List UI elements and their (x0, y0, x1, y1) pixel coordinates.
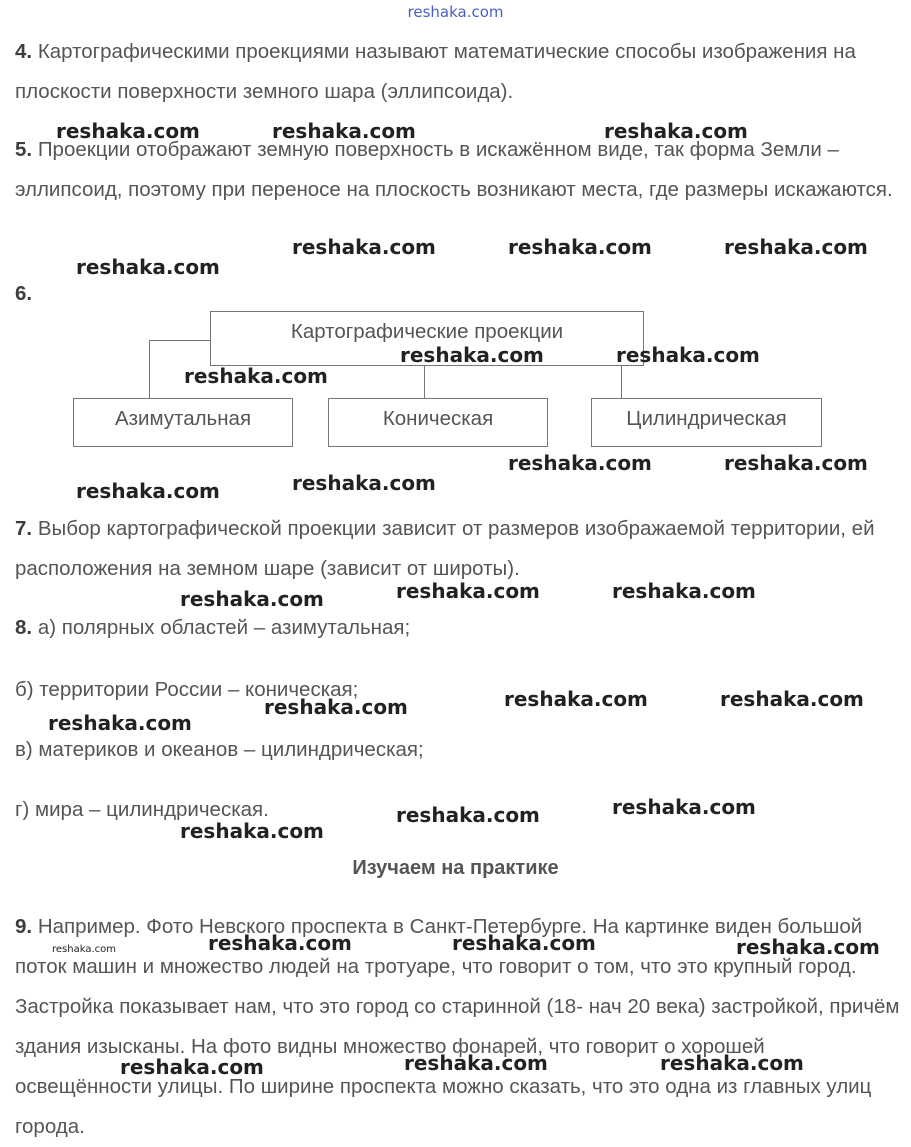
list-item: а) полярных областей – азимутальная; (37, 616, 411, 639)
site-header-watermark: reshaka.com (407, 3, 504, 21)
answer-number: 5. (15, 138, 33, 161)
connector-line (149, 340, 210, 341)
answer-8-item (15, 736, 424, 764)
answer-number: 6. (15, 282, 33, 305)
answer-7 (15, 509, 905, 589)
list-item: б) территории России – коническая; (15, 678, 359, 701)
diagram-child-azimuthal (73, 398, 293, 447)
answer-8-item (15, 614, 410, 642)
diagram-child-label: Азимутальная (114, 407, 252, 430)
watermark: reshaka.com (452, 931, 596, 955)
watermark: reshaka.com (292, 235, 436, 259)
answer-number: 4. (15, 40, 33, 63)
watermark-small: reshaka.com (52, 944, 116, 955)
watermark: reshaka.com (396, 803, 540, 827)
answer-6 (15, 280, 32, 308)
watermark: reshaka.com (396, 579, 540, 603)
diagram-root-label: Картографические проекции (290, 320, 564, 343)
answer-text: Картографическими проекциями называют математические способы изображения на плоскости поверхности земного шара (эллипсоида). (15, 40, 856, 103)
watermark: reshaka.com (404, 1051, 548, 1075)
answer-number: 8. (15, 616, 33, 639)
watermark: reshaka.com (616, 343, 760, 367)
connector-line (149, 340, 150, 399)
answer-number: 9. (15, 915, 33, 938)
watermark: reshaka.com (120, 1055, 264, 1079)
watermark: reshaka.com (272, 119, 416, 143)
watermark: reshaka.com (504, 687, 648, 711)
watermark: reshaka.com (180, 587, 324, 611)
watermark: reshaka.com (76, 255, 220, 279)
answer-number: 7. (15, 517, 33, 540)
watermark: reshaka.com (264, 695, 408, 719)
answer-text: Проекции отображают земную поверхность в искажённом виде, так форма Земли – эллипсоид, поэтому при переносе на плоскость возникают места, где размеры искажаются. (15, 138, 893, 201)
watermark: reshaka.com (724, 235, 868, 259)
connector-line (424, 365, 425, 399)
connector-line (621, 365, 622, 399)
watermark: reshaka.com (56, 119, 200, 143)
watermark: reshaka.com (720, 687, 864, 711)
answer-text: Выбор картографической проекции зависит от размеров изображаемой территории, ей расположения на земном шаре (зависит от широты). (15, 517, 875, 580)
list-item: в) материков и океанов – цилиндрическая; (15, 738, 424, 761)
watermark: reshaka.com (292, 471, 436, 495)
watermark: reshaka.com (612, 579, 756, 603)
watermark: reshaka.com (612, 795, 756, 819)
section-heading: Изучаем на практике (352, 857, 559, 879)
list-item: г) мира – цилиндрическая. (15, 798, 269, 821)
watermark: reshaka.com (724, 451, 868, 475)
watermark: reshaka.com (736, 935, 880, 959)
diagram-child-label: Цилиндрическая (626, 407, 787, 430)
watermark: reshaka.com (208, 931, 352, 955)
watermark: reshaka.com (660, 1051, 804, 1075)
diagram-child-conic (328, 398, 548, 447)
diagram-child-cylindrical (591, 398, 822, 447)
diagram-child-label: Коническая (382, 407, 494, 430)
watermark: reshaka.com (184, 364, 328, 388)
watermark: reshaka.com (76, 479, 220, 503)
watermark: reshaka.com (400, 343, 544, 367)
answer-4 (15, 32, 905, 112)
watermark: reshaka.com (48, 711, 192, 735)
answer-text: Например. Фото Невского проспекта в Санкт-Петербурге. На картинке виден большой поток машин и множество людей на тротуаре, что говорит о том, что это крупный город. Застройка показывает нам, что это город со старинной (18- нач 20 века) застройкой, причём здания изысканы. На фото видны множество фонарей, что говорит о хорошей освещённости улицы. По ширине проспекта можно сказать, что это одна из главных улиц города. (15, 915, 900, 1138)
watermark: reshaka.com (508, 235, 652, 259)
watermark: reshaka.com (508, 451, 652, 475)
watermark: reshaka.com (604, 119, 748, 143)
watermark: reshaka.com (180, 819, 324, 843)
